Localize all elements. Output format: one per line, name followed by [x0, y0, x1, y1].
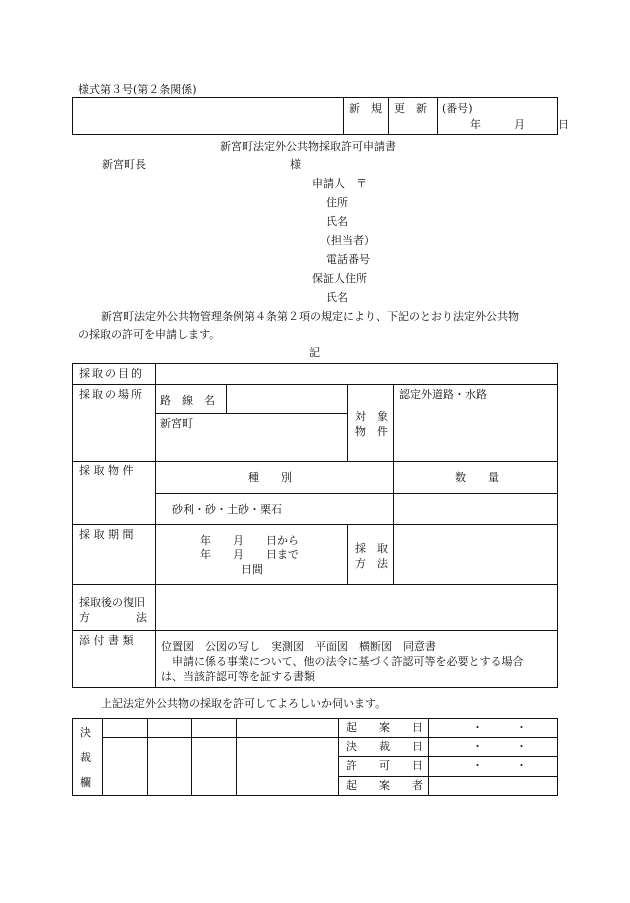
town-label: 新宮町 [160, 417, 193, 430]
type-header: 種 別 [248, 471, 292, 484]
target-label-1: 対 象 [355, 410, 388, 423]
quantity-header: 数 量 [455, 471, 499, 484]
period-days: 日間 [241, 563, 263, 576]
permitted-date-label: 許 可 日 [346, 759, 423, 772]
attachments-line-2: 申請に係る事業について、他の法令に基づく許認可等を必要とする場合 [172, 655, 524, 668]
drafted-date-label: 起 案 日 [346, 721, 423, 734]
phone-label: 電話番号 [326, 253, 370, 266]
route-name-label: 路 線 名 [160, 394, 215, 407]
restore-label-2b: 法 [136, 611, 147, 624]
document-title: 新宮町法定外公共物採取許可申請書 [220, 140, 396, 153]
addressee: 新宮町長 [102, 158, 146, 171]
decided-date-label: 決 裁 日 [346, 740, 423, 753]
method-label-2: 方 法 [355, 557, 388, 570]
decision-col-3: 欄 [80, 776, 91, 789]
decided-date-dots: ・ ・ [472, 740, 527, 753]
location-label: 採取の場所 [79, 388, 144, 401]
period-from: 年 月 日から [200, 534, 299, 547]
attachments-line-1: 位置図 公図の写し 実測図 平面図 横断図 同意書 [161, 640, 436, 653]
name-label: 氏名 [326, 215, 348, 228]
method-label-1: 採 取 [355, 542, 388, 555]
permitted-date-dots: ・ ・ [472, 759, 527, 772]
attachments-line-3: は、当該許認可等を証する書類 [161, 670, 315, 683]
restore-label-2a: 方 [79, 611, 90, 624]
item-label: 採 取 物 件 [79, 464, 134, 477]
guarantor-address-label: 保証人住所 [312, 272, 367, 285]
honorific: 様 [290, 158, 301, 171]
guarantor-name-label: 氏名 [326, 291, 348, 304]
decision-col-2: 裁 [80, 751, 91, 764]
address-label: 住所 [326, 196, 348, 209]
drafter-label: 起 案 者 [346, 779, 423, 792]
decision-col-1: 決 [80, 726, 91, 739]
form-number-label: 様式第３号(第２条関係) [78, 83, 197, 96]
target-value: 認定外道路・水路 [399, 388, 487, 401]
restore-label-1: 採取後の復旧 [79, 596, 145, 609]
number-label: (番号) [442, 102, 473, 115]
renewal-label: 更 新 [394, 102, 427, 115]
target-label-2: 物 件 [355, 425, 388, 438]
period-to: 年 月 日まで [200, 548, 299, 561]
ki-label: 記 [309, 346, 320, 359]
period-label: 採 取 期 間 [79, 528, 134, 541]
body-text-line-2: の採取の許可を申請します。 [78, 328, 221, 341]
drafted-date-dots: ・ ・ [472, 721, 527, 734]
body-text-line-1: 新宮町法定外公共物管理条例第４条第２項の規定により、下記のとおり法定外公共物 [101, 310, 519, 323]
material-value: 砂利・砂・土砂・栗石 [172, 503, 282, 516]
applicant-label: 申請人 〒 [312, 177, 367, 190]
new-application-label: 新 規 [349, 102, 382, 115]
purpose-label: 採取の目的 [79, 367, 144, 380]
attachments-label: 添 付 書 類 [79, 634, 134, 647]
person-in-charge-label: （担当者） [320, 234, 375, 247]
approval-request: 上記法定外公共物の採取を許可してよろしいか伺います。 [101, 697, 387, 710]
date-label: 年 月 日 [470, 118, 569, 131]
